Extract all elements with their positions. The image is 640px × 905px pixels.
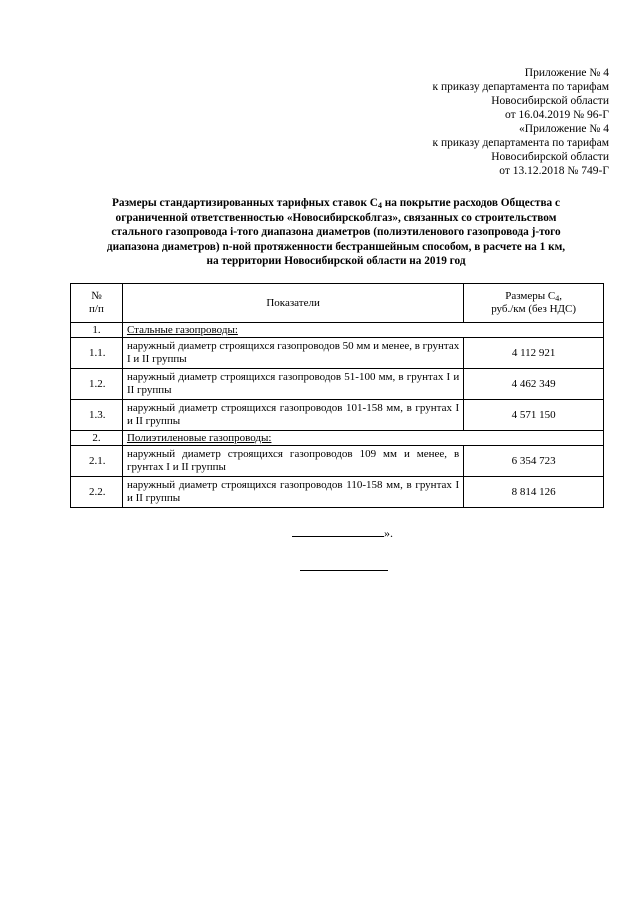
header-indicators: Показатели: [122, 284, 463, 323]
row-value: 4 571 150: [464, 400, 604, 431]
row-value: 4 112 921: [464, 338, 604, 369]
rates-table: [70, 283, 604, 508]
section-number: 2.: [71, 431, 123, 446]
title-line: [70, 196, 602, 211]
row-number: 1.2.: [71, 369, 123, 400]
header-line: от 16.04.2019 № 96-Г: [505, 109, 609, 121]
section-number: 1.: [71, 323, 123, 338]
header-sizes: [464, 284, 604, 323]
row-number: 2.2.: [71, 477, 123, 508]
header-number-symbol: №: [91, 290, 102, 302]
header-line: Приложение № 4: [524, 67, 609, 79]
row-description: наружный диаметр строящихся газопроводов 109 мм и менее, в грунтах I и II группы: [122, 446, 463, 477]
title-line: на территории Новосибирской области на 2019 год: [206, 255, 466, 268]
closing-line: [292, 524, 393, 541]
section-row: [71, 323, 604, 338]
title-text: на покрытие расходов Общества с: [381, 197, 561, 209]
row-description: наружный диаметр строящихся газопроводов 101-158 мм, в грунтах I и II группы: [122, 400, 463, 431]
row-value: 6 354 723: [464, 446, 604, 477]
title-subscript: 4: [377, 201, 382, 210]
table-header-row: [71, 284, 604, 323]
row-value: 8 814 126: [464, 477, 604, 508]
end-divider: [300, 570, 388, 571]
row-description: наружный диаметр строящихся газопроводов 110-158 мм, в грунтах I и II группы: [122, 477, 463, 508]
table-row: [71, 338, 604, 369]
header-sizes-comma: ,: [559, 290, 562, 302]
header-sizes-label: Размеры С: [505, 290, 556, 302]
section-row: [71, 431, 604, 446]
table-row: [71, 446, 604, 477]
row-number: 2.1.: [71, 446, 123, 477]
title-text: Размеры стандартизированных тарифных ставок С: [111, 197, 378, 209]
table-row: [71, 369, 604, 400]
row-description: наружный диаметр строящихся газопроводов 50 мм и менее, в грунтах I и II группы: [122, 338, 463, 369]
blank-underline: [292, 524, 384, 537]
header-line: от 13.12.2018 № 749-Г: [499, 165, 609, 177]
document-title: [70, 196, 602, 269]
header-sizes-subscript: 4: [555, 294, 560, 303]
header-line: Новосибирской области: [491, 151, 609, 163]
row-number: 1.3.: [71, 400, 123, 431]
table-row: [71, 400, 604, 431]
header-line: «Приложение № 4: [519, 123, 609, 135]
row-description: наружный диаметр строящихся газопроводов 51-100 мм, в грунтах I и II группы: [122, 369, 463, 400]
header-number-abbr: п/п: [89, 303, 104, 315]
appendix-header: [432, 66, 609, 178]
section-name: Полиэтиленовые газопроводы:: [122, 431, 603, 446]
row-number: 1.1.: [71, 338, 123, 369]
header-number: [71, 284, 123, 323]
header-line: к приказу департамента по тарифам: [432, 137, 609, 149]
title-line: диапазона диаметров) n-ной протяженности бестраншейным способом, в расчете на 1 км,: [106, 240, 566, 253]
section-name: Стальные газопроводы:: [122, 323, 603, 338]
header-line: Новосибирской области: [491, 95, 609, 107]
header-sizes-unit: руб./км (без НДС): [491, 303, 577, 315]
closing-quote: ».: [384, 526, 393, 540]
row-value: 4 462 349: [464, 369, 604, 400]
header-line: к приказу департамента по тарифам: [432, 81, 609, 93]
title-line: стального газопровода i-того диапазона диаметров (полиэтиленового газопровода j-того: [111, 226, 561, 239]
table-row: [71, 477, 604, 508]
title-line: ограниченной ответственностью «Новосибирскоблгаз», связанных со строительством: [115, 211, 557, 224]
